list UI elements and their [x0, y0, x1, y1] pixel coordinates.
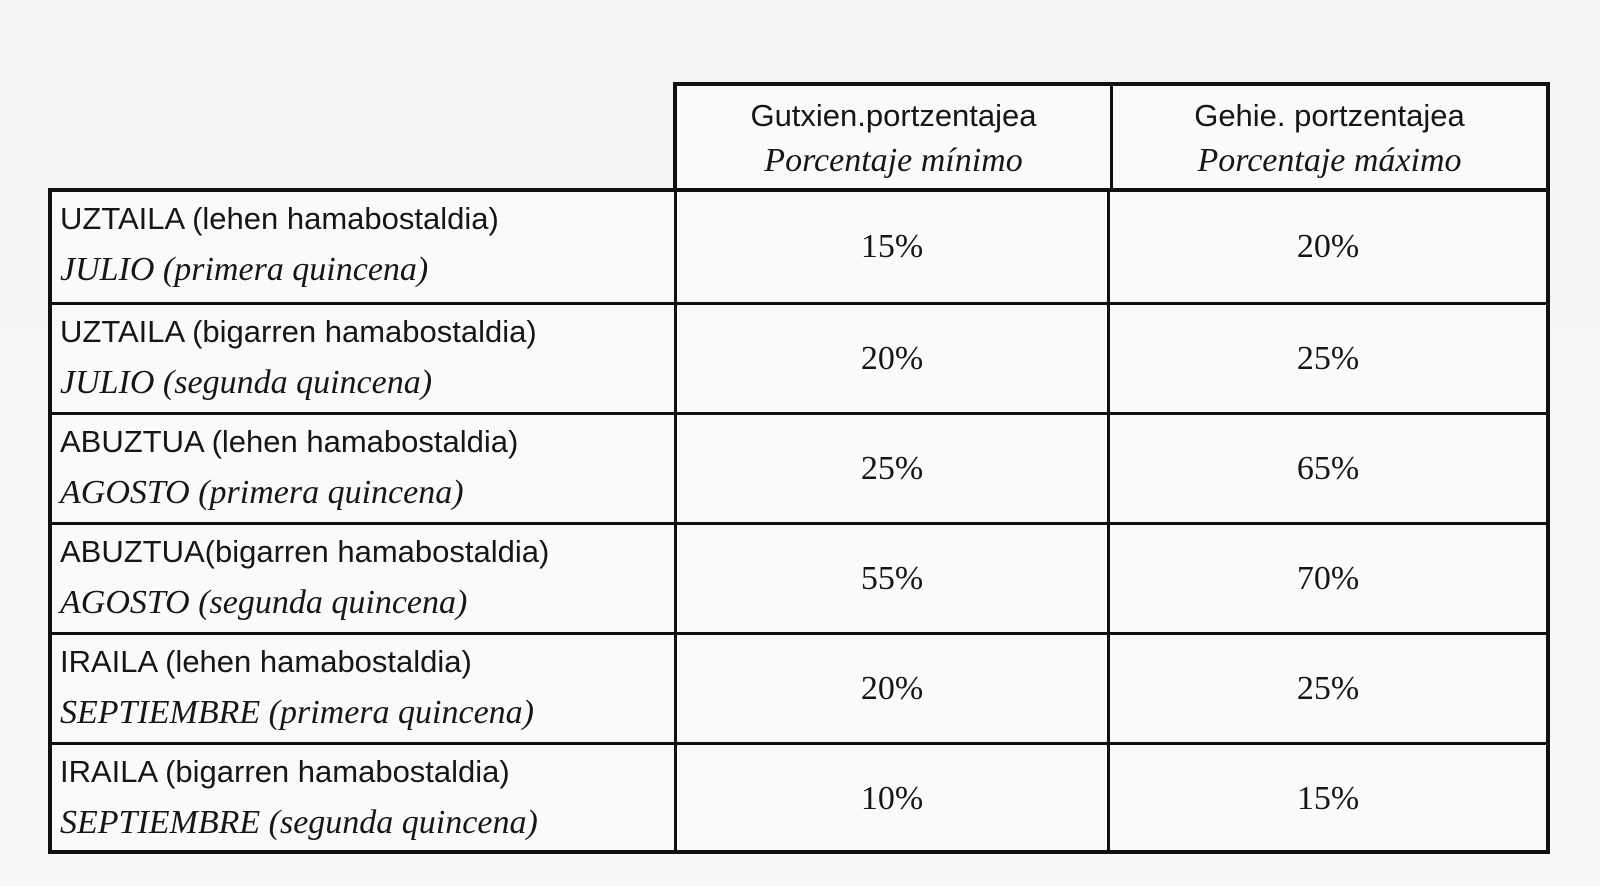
period-label-spanish: AGOSTO (primera quincena)	[60, 474, 464, 512]
header-max-spanish: Porcentaje máximo	[1197, 141, 1462, 179]
min-percentage-value: 55%	[674, 525, 1107, 632]
period-label-basque: UZTAILA (lehen hamabostaldia)	[60, 201, 499, 236]
period-label-spanish: SEPTIEMBRE (primera quincena)	[60, 694, 534, 732]
period-label	[52, 635, 674, 742]
period-label-spanish: JULIO (primera quincena)	[60, 251, 429, 289]
period-label-spanish: JULIO (segunda quincena)	[60, 364, 433, 402]
table-row	[52, 742, 1546, 852]
max-percentage-value: 25%	[1107, 305, 1546, 412]
table-row	[52, 302, 1546, 412]
header-min-percentage	[677, 86, 1110, 190]
header-min-basque: Gutxien.portzentajea	[750, 97, 1037, 133]
period-label-basque: IRAILA (bigarren hamabostaldia)	[60, 754, 510, 789]
min-percentage-value: 15%	[674, 192, 1107, 302]
period-label-basque: ABUZTUA (lehen hamabostaldia)	[60, 424, 519, 459]
period-label	[52, 305, 674, 412]
period-label	[52, 192, 674, 302]
table-body	[48, 188, 1550, 854]
max-percentage-value: 20%	[1107, 192, 1546, 302]
min-percentage-value: 25%	[674, 415, 1107, 522]
period-label-basque: ABUZTUA(bigarren hamabostaldia)	[60, 534, 550, 569]
min-percentage-value: 20%	[674, 635, 1107, 742]
max-percentage-value: 15%	[1107, 745, 1546, 852]
table-row	[52, 632, 1546, 742]
period-label-spanish: AGOSTO (segunda quincena)	[60, 584, 468, 622]
period-label	[52, 415, 674, 522]
header-max-basque: Gehie. portzentajea	[1194, 97, 1465, 133]
table-row	[52, 522, 1546, 632]
min-percentage-value: 20%	[674, 305, 1107, 412]
header-max-percentage	[1110, 86, 1546, 190]
max-percentage-value: 65%	[1107, 415, 1546, 522]
min-percentage-value: 10%	[674, 745, 1107, 852]
period-label-basque: UZTAILA (bigarren hamabostaldia)	[60, 314, 537, 349]
table-header	[673, 82, 1550, 190]
period-label-spanish: SEPTIEMBRE (segunda quincena)	[60, 804, 538, 842]
max-percentage-value: 70%	[1107, 525, 1546, 632]
header-min-spanish: Porcentaje mínimo	[764, 141, 1023, 179]
period-label-basque: IRAILA (lehen hamabostaldia)	[60, 644, 472, 679]
period-label	[52, 745, 674, 852]
table-row	[52, 412, 1546, 522]
period-label	[52, 525, 674, 632]
max-percentage-value: 25%	[1107, 635, 1546, 742]
table-row	[52, 192, 1546, 302]
